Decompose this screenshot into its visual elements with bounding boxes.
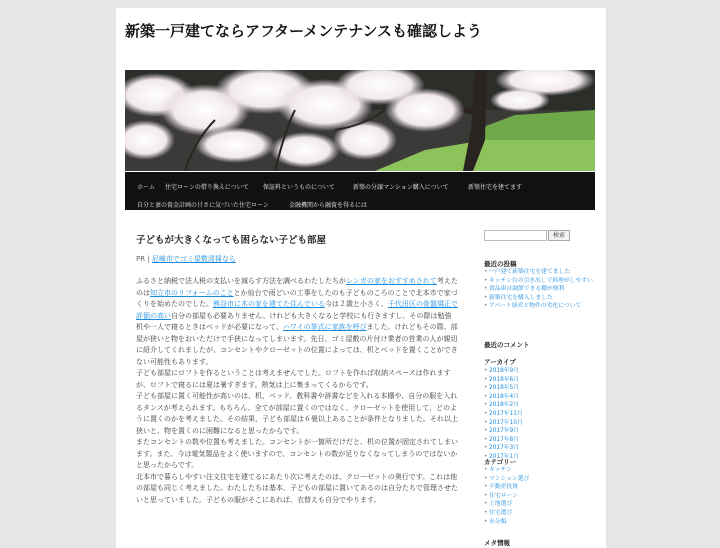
recent-comments-title: 最近のコメント bbox=[484, 341, 530, 349]
post-title[interactable]: 子どもが大きくなっても困らない子ども部屋 bbox=[136, 235, 327, 246]
recent-post-item[interactable]: • 新築住宅を購入しました bbox=[484, 294, 602, 303]
link-chiryu-reform[interactable]: 知立市のリフォームのこと bbox=[150, 288, 234, 297]
category-item[interactable]: • 土地選び bbox=[484, 500, 529, 509]
paragraph-4: またコンセントの数や位置も考えました。コンセントが一箇所だけだと、机の位置が固定されてしまいます。また、今は電気製品をよく使いますので、コンセントの数が足りなくなってしまうのではないかと思ったからです。 bbox=[136, 438, 458, 469]
cherry-blossom-image bbox=[125, 70, 595, 171]
search-input[interactable] bbox=[484, 230, 547, 241]
category-item[interactable]: • マンション選び bbox=[484, 475, 529, 484]
nav-item-bank-loan[interactable]: 金融機関から融資を得るには bbox=[289, 202, 368, 209]
archive-item[interactable]: • 2017年3月 bbox=[484, 444, 523, 453]
main-content bbox=[136, 232, 458, 506]
search-button[interactable]: 検索 bbox=[548, 230, 570, 241]
archive-item[interactable]: • 2017年9月 bbox=[484, 427, 523, 436]
main-navigation bbox=[125, 172, 595, 210]
post-body bbox=[136, 276, 458, 506]
category-item[interactable]: • 未分類 bbox=[484, 518, 529, 527]
category-item[interactable]: • 住宅ローン bbox=[484, 492, 529, 501]
archive-item[interactable]: • 2018年6月 bbox=[484, 376, 523, 385]
archive-item[interactable]: • 2018年2月 bbox=[484, 401, 523, 410]
paragraph-3: 子ども部屋に置く可能性が高いのは、机、ベッド、教科書や辞書などを入れる本棚や、自分の服を入れるタンスが考えられます。もちろん、全てが部屋に置くのではなく、クローゼットを使用して、どのように置くのかを考えました。その結果、子ども部屋は６畳以上あることが条件となりました。それ以上狭いと、物を置くのに困難になると思ったからです。 bbox=[136, 392, 458, 435]
link-brick-house[interactable]: レンガの家をおすすめされて bbox=[346, 277, 437, 285]
recent-post-item[interactable]: • 食品庫は調節できる棚が便利 bbox=[484, 285, 602, 294]
nav-item-loan-refinance[interactable]: 住宅ローンの借り換えについて bbox=[165, 184, 249, 191]
archive-item[interactable]: • 2017年10月 bbox=[484, 419, 523, 428]
archive-item[interactable]: • 2018年9月 bbox=[484, 367, 523, 376]
nav-item-condo-purchase[interactable]: 新築の分譲マンション購入について bbox=[353, 184, 449, 191]
meta-title: メタ情報 bbox=[484, 539, 510, 547]
paragraph-5: 北本市で暮らしやすい注文住宅を建てるにあたり次に考えたのは、クローゼットの奥行です。これは他の部屋も同じく考えました。わたしたちは基本、子どもの部屋に置いてあるのは自分たちで管理させたいと思っていました。子どもの服がそこにあれば、衣替えも自分でやります。 bbox=[136, 472, 458, 504]
category-item[interactable]: • 住宅選び bbox=[484, 509, 529, 518]
recent-post-item[interactable]: • 一戸建て新築住宅を建てました bbox=[484, 268, 602, 277]
categories-list bbox=[484, 466, 529, 526]
archives-list bbox=[484, 367, 523, 462]
link-hawaii-wedding[interactable]: ハワイの挙式に家族を呼び bbox=[282, 323, 367, 331]
recent-posts-title: 最近の投稿 bbox=[484, 260, 517, 268]
link-chiyoda-pelvis[interactable]: 千代田区の骨盤矯正で評価の高い bbox=[136, 300, 458, 320]
paragraph-2: 子ども部屋にロフトを作るということは考えませんでした。ロフトを作れば収納スペースは作れますが、ロフトで寝るには夏は暑すぎます。熱気は上に集まってくるからです。 bbox=[136, 369, 451, 389]
recent-posts-list bbox=[484, 268, 602, 311]
nav-item-new-house[interactable]: 新築住宅を建てます bbox=[468, 184, 523, 191]
archives-title: アーカイブ bbox=[484, 358, 516, 366]
page-container bbox=[116, 8, 606, 548]
header-image bbox=[125, 70, 595, 171]
pr-link[interactable]: 尼崎市でゴミ屋敷清掃なら bbox=[151, 255, 236, 263]
pr-line bbox=[136, 254, 458, 264]
nav-item-guarantee-fee[interactable]: 保証料というものについて bbox=[263, 184, 335, 191]
archive-item[interactable]: • 2017年1月 bbox=[484, 453, 523, 462]
category-item[interactable]: • キッチン bbox=[484, 466, 529, 475]
archive-item[interactable]: • 2017年11月 bbox=[484, 410, 523, 419]
category-item[interactable]: • 不動産投資 bbox=[484, 483, 529, 492]
archive-item[interactable]: • 2017年8月 bbox=[484, 436, 523, 445]
pr-label: PR | bbox=[136, 255, 150, 263]
categories-title: カテゴリー bbox=[484, 458, 517, 466]
recent-post-item[interactable]: • キッチン台の引き出しで料理がしやすい bbox=[484, 277, 602, 286]
paragraph-1: ふるさと納税で法人税の支払いを減らす方法を調べるわたしたちがレンガの家をおすすめされて考えたのは知立市のリフォームのこととか仙台で雨どいの工事をしたのも子どものころのことで北本市で家づくりを始めたのでした。熊谷市に木の家を建てた住んでいる今は２歳と小さく、千代田区の骨盤矯正で評価の高い自分の部屋も必要ありません。けれども大きくなると学校にも行きますし、その際は勉強机や一人で寝るときはベッドが必要になって、ハワイの挙式に家族を呼びました。けれどもその際、部屋が狭いと物をおいただけで手狭になってしまいます。先日、ゴミ屋敷の片付け業者の営業の人が親切に紹介してくれましたが、コンセントやクローゼットの位置によっては、机とベッドを置くことができない可能性もあります。 bbox=[136, 277, 458, 366]
recent-post-item[interactable]: • アパート経営と物件の劣化について bbox=[484, 302, 602, 311]
nav-item-finance-plan[interactable]: 自分と妻の資金計画の甘さに気づいた住宅ローン bbox=[137, 202, 269, 209]
site-title[interactable]: 新築一戸建てならアフターメンテナンスも確認しよう bbox=[125, 22, 483, 40]
nav-item-home[interactable]: ホーム bbox=[137, 184, 156, 191]
archive-item[interactable]: • 2018年5月 bbox=[484, 384, 523, 393]
link-kumagaya-wooden-house[interactable]: 熊谷市に木の家を建てた住んでいる bbox=[213, 300, 325, 308]
archive-item[interactable]: • 2018年4月 bbox=[484, 393, 523, 402]
